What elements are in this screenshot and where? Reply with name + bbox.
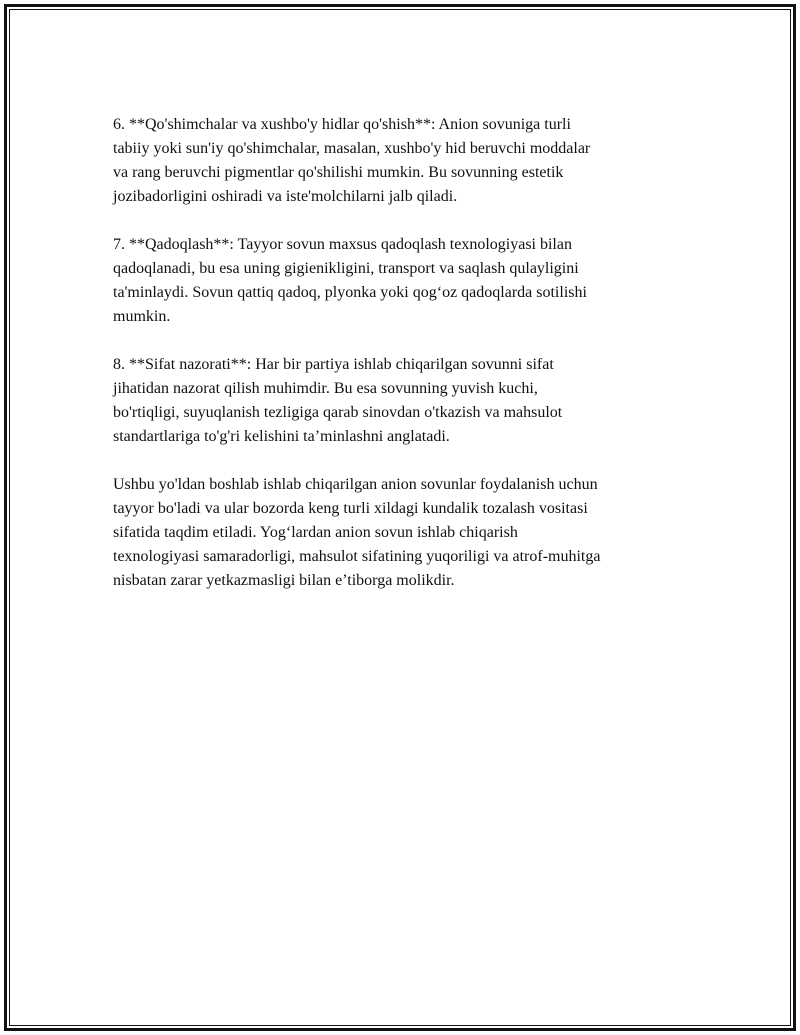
paragraph-conclusion: Ushbu yo'ldan boshlab ishlab chiqarilgan anion sovunlar foydalanish uchun tayyor bo'ladi va ular bozorda keng turli xildagi kundalik tozalash vositasi sifatida taqdim etiladi. Yog‘lardan anion sovun ishlab chiqarish texnologiyasi samaradorligi, mahsulot sifatining yuqoriligi va atrof-muhitga nisbatan zarar yetkazmasligi bilan e’tiborga molikdir. [113,476,601,589]
paragraph-additives: 6. **Qo'shimchalar va xushbo'y hidlar qo'shish**: Anion sovuniga turli tabiiy yoki sun'iy qo'shimchalar, masalan, xushbo'y hid beruvchi moddalar va rang beruvchi pigmentlar qo'shilishi mumkin. Bu sovunning estetik jozibadorligini oshiradi va iste'molchilarni jalb qiladi. [113,116,591,205]
paragraph-packaging: 7. **Qadoqlash**: Tayyor sovun maxsus qadoqlash texnologiyasi bilan qadoqlanadi, bu esa uning gigienikligini, transport va saqlash qulayligini ta'minlaydi. Sovun qattiq qadoq, plyonka yoki qog‘oz qadoqlarda sotilishi mumkin. [113,236,587,325]
document-body [113,113,683,617]
paragraph-quality-control: 8. **Sifat nazorati**: Har bir partiya ishlab chiqarilgan sovunni sifat jihatidan nazorat qilish muhimdir. Bu esa sovunning yuvish kuchi, bo'rtiqligi, suyuqlanish tezligiga qarab sinovdan o'tkazish va mahsulot standartlariga to'g'ri kelishini ta’minlashni anglatadi. [113,356,563,445]
